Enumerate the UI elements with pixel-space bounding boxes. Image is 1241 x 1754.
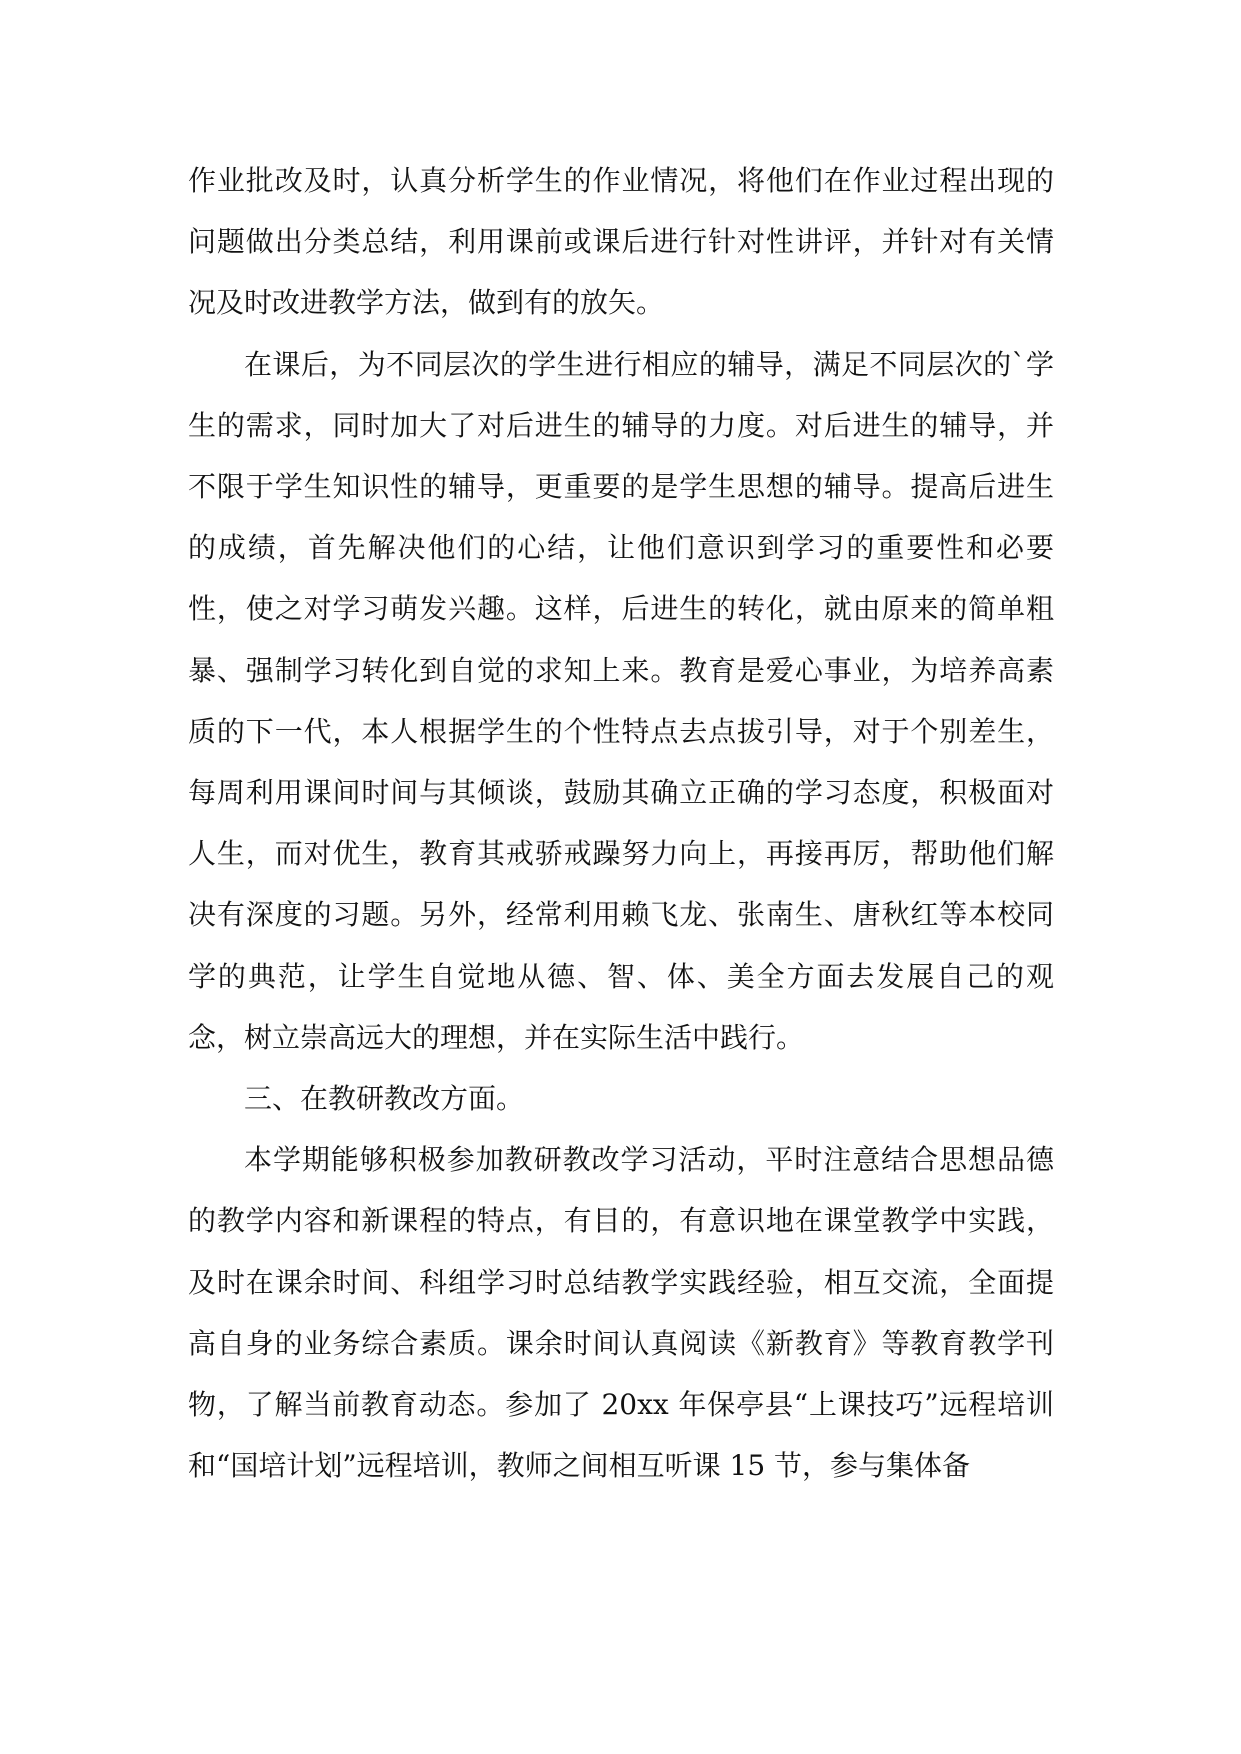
paragraph-teaching-research: 本学期能够积极参加教研教改学习活动，平时注意结合思想品德的教学内容和新课程的特点，有目的，有意识地在课堂教学中实践，及时在课余时间、科组学习时总结教学实践经验，相互交流，全面提高自身的业务综合素质。课余时间认真阅读《新教育》等教育教学刊物，了解当前教育动态。参加了 20xx 年保亭县“上课技巧”远程培训和“国培计划”远程培训，教师之间相互听课 15 节，参与集体备	[188, 1143, 1054, 1483]
paragraph-after-class-tutoring: 在课后，为不同层次的学生进行相应的辅导，满足不同层次的`学生的需求，同时加大了对后进生的辅导的力度。对后进生的辅导，并不限于学生知识性的辅导，更重要的是学生思想的辅导。提高后进生的成绩，首先解决他们的心结，让他们意识到学习的重要性和必要性，使之对学习萌发兴趣。这样，后进生的转化，就由原来的简单粗暴、强制学习转化到自觉的求知上来。教育是爱心事业，为培养高素质的下一代，本人根据学生的个性特点去点拔引导，对于个别差生，每周利用课间时间与其倾谈，鼓励其确立正确的学习态度，积极面对人生，而对优生，教育其戒骄戒躁努力向上，再接再厉，帮助他们解决有深度的习题。另外，经常利用赖飞龙、张南生、唐秋红等本校同学的典范，让学生自觉地从德、智、体、美全方面去发展自己的观念，树立崇高远大的理想，并在实际生活中践行。	[188, 347, 1054, 1054]
section-heading-teaching-research: 三、在教研教改方面。	[244, 1082, 525, 1116]
document-body	[188, 150, 1054, 1496]
paragraph-homework-correction: 作业批改及时，认真分析学生的作业情况，将他们在作业过程出现的问题做出分类总结，利用课前或课后进行针对性讲评，并针对有关情况及时改进教学方法，做到有的放矢。	[188, 164, 1054, 320]
